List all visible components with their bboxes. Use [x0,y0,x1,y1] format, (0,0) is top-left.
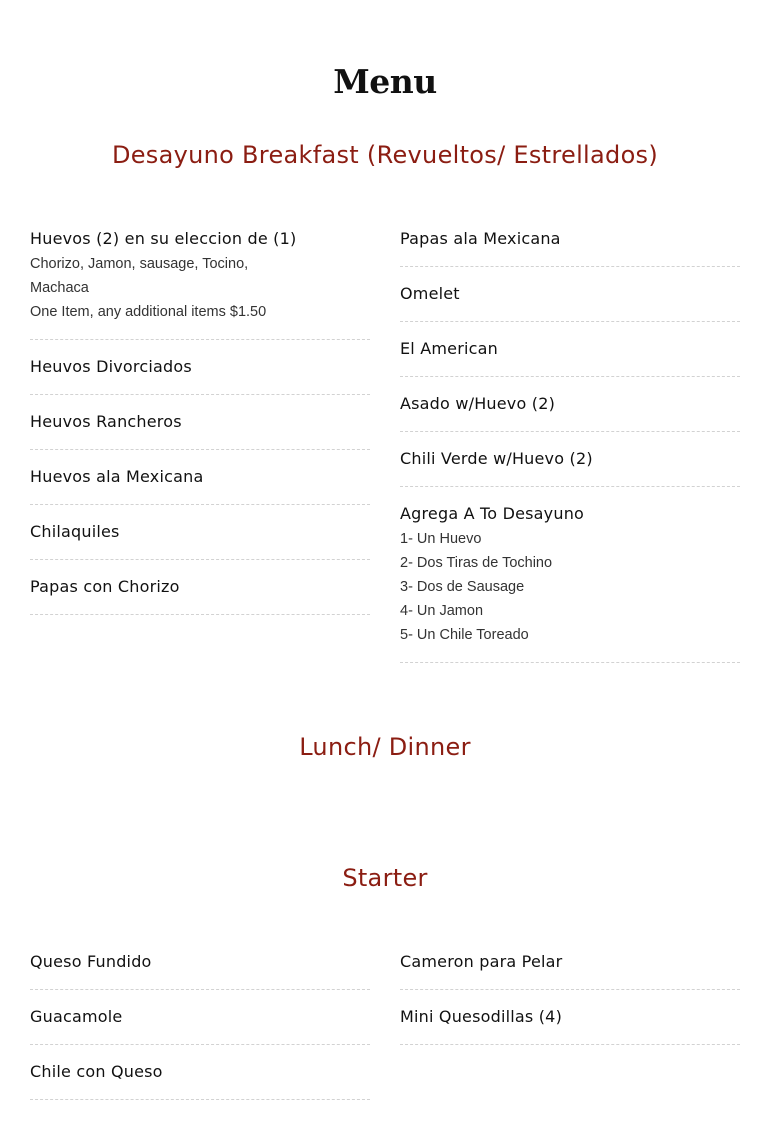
menu-item [30,560,370,615]
menu-item-name: Heuvos Divorciados [30,357,192,376]
menu-item-name: Chili Verde w/Huevo (2) [400,449,593,468]
menu-item-name: Huevos ala Mexicana [30,467,204,486]
menu-item-description-line: 5- Un Chile Toreado [400,627,529,643]
menu-item [30,395,370,450]
menu-item [400,267,740,322]
menu-item-description-line: 4- Un Jamon [400,603,484,619]
menu-item-name: Chilaquiles [30,522,120,541]
menu-item-name: Omelet [400,284,460,303]
menu-item [30,1045,370,1100]
menu-item [30,212,370,340]
menu-item [400,990,740,1045]
menu-item-name: Huevos (2) en su eleccion de (1) [30,229,297,248]
lunch-dinner-heading: Lunch/ Dinner [299,733,471,761]
menu-item-name: El American [400,339,498,358]
menu-item-description-line: One Item, any additional items $1.50 [30,304,267,320]
menu-item [30,990,370,1045]
menu-item-description-line: Machaca [30,280,89,296]
menu-item-description-line: Chorizo, Jamon, sausage, Tocino, [30,256,249,272]
menu-item [400,212,740,267]
menu-item-name: Guacamole [30,1007,123,1026]
menu-item-description [400,527,740,647]
menu-item [400,935,740,990]
menu-item [400,487,740,663]
menu-item-name: Asado w/Huevo (2) [400,394,556,413]
menu-item-name: Heuvos Rancheros [30,412,182,431]
breakfast-right-column [400,212,740,663]
menu-item [30,505,370,560]
menu-item [400,432,740,487]
menu-item [400,322,740,377]
menu-item-description [30,252,370,324]
menu-item-name: Papas con Chorizo [30,577,180,596]
menu-item-description-line: 2- Dos Tiras de Tochino [400,555,553,571]
starter-left-column [30,935,370,1100]
menu-item-name: Papas ala Mexicana [400,229,561,248]
menu-item-name: Queso Fundido [30,952,152,971]
menu-item [30,935,370,990]
menu-item-description-line: 1- Un Huevo [400,531,482,547]
page-title: Menu [333,62,437,101]
menu-item [400,377,740,432]
menu-item-name: Cameron para Pelar [400,952,563,971]
starter-right-column [400,935,740,1045]
breakfast-left-column [30,212,370,615]
starter-heading: Starter [342,864,428,892]
menu-item [30,340,370,395]
menu-item-name: Chile con Queso [30,1062,163,1081]
menu-item-description-line: 3- Dos de Sausage [400,579,525,595]
menu-item [30,450,370,505]
breakfast-heading: Desayuno Breakfast (Revueltos/ Estrellados) [111,141,659,169]
menu-item-name: Mini Quesodillas (4) [400,1007,563,1026]
menu-item-name: Agrega A To Desayuno [400,504,585,523]
